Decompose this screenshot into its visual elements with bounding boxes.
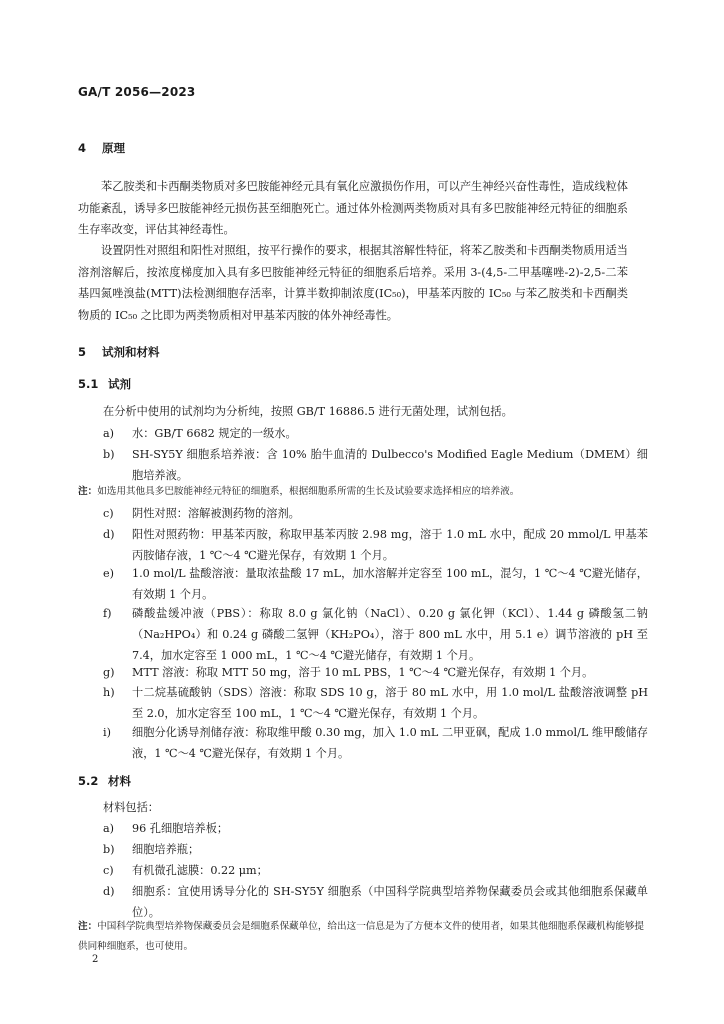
item-label: b) xyxy=(103,843,115,856)
materials-intro: 材料包括： xyxy=(103,801,159,814)
section-title: 试剂 xyxy=(108,377,131,391)
item-text: 1.0 mol/L 盐酸溶液：量取浓盐酸 17 mL，加水溶解并定容至 100 mL，混匀，1 ℃～4 ℃避光储存，有效期 1 个月。 xyxy=(132,567,648,601)
section-number: 5.1 xyxy=(78,377,99,391)
item-label: i) xyxy=(103,726,111,739)
standard-id: GA/T 2056—2023 xyxy=(78,85,196,99)
item-text: MTT 溶液：称取 MTT 50 mg，溶于 10 mL PBS，1 ℃～4 ℃避光保存，有效期 1 个月。 xyxy=(132,666,594,679)
item-label: e) xyxy=(103,567,114,580)
item-label: a) xyxy=(103,822,115,835)
item-text: 水：GB/T 6682 规定的一级水。 xyxy=(132,427,297,440)
item-text: 96 孔细胞培养板； xyxy=(132,822,229,835)
section-number: 4 xyxy=(78,141,87,155)
item-label: b) xyxy=(103,448,115,461)
section-5-heading xyxy=(78,344,160,360)
section-number: 5.2 xyxy=(78,774,99,788)
section-number: 5 xyxy=(78,345,87,359)
section-5-1-heading xyxy=(78,376,131,392)
item-label: f) xyxy=(103,607,112,620)
section-5-2-heading xyxy=(78,773,131,789)
item-text: 阳性对照药物：甲基苯丙胺，称取甲基苯丙胺 2.98 mg，溶于 1.0 mL 水中，配成 20 mmol/L 甲基苯丙胺储存液，1 ℃～4 ℃避光保存，有效期 1 个月。 xyxy=(132,528,648,562)
item-text: 细胞系：宜使用诱导分化的 SH-SY5Y 细胞系（中国科学院典型培养物保藏委员会或其他细胞系保藏单位）。 xyxy=(132,885,648,919)
reagents-intro: 在分析中使用的试剂均为分析纯，按照 GB/T 16886.5 进行无菌处理，试剂包括。 xyxy=(103,405,513,418)
item-text: 有机微孔滤膜：0.22 μm； xyxy=(132,864,268,877)
section-4-heading xyxy=(78,140,125,156)
section-title: 原理 xyxy=(102,141,125,155)
item-text: SH-SY5Y 细胞系培养液：含 10% 胎牛血清的 Dulbecco's Modified Eagle Medium（DMEM）细胞培养液。 xyxy=(132,448,648,482)
item-label: d) xyxy=(103,885,115,898)
item-label: c) xyxy=(103,864,114,877)
item-label: d) xyxy=(103,528,115,541)
section-4-paragraph-2: 设置阴性对照组和阳性对照组，按平行操作的要求，根据其溶解性特征，将苯乙胺类和卡西酮类物质用适当溶剂溶解后，按浓度梯度加入具有多巴胺能神经元特征的细胞系后培养。采用 3-(4,5-二甲基噻唑-2)-2,5-二苯基四氮唑溴盐(MTT)法检测细胞存活率，计算半数抑制浓度(IC₅₀)，甲基苯丙胺的 IC₅₀ 与苯乙胺类和卡西酮类物质的 IC₅₀ 之比即为两类物质相对甲基苯丙胺的体外神经毒性。 xyxy=(78,244,628,322)
section-title: 材料 xyxy=(108,774,131,788)
note-label: 注： xyxy=(78,486,98,497)
item-text: 细胞培养瓶； xyxy=(132,843,200,856)
note-label: 注： xyxy=(78,921,98,932)
materials-note xyxy=(78,917,648,957)
item-label: c) xyxy=(103,507,114,520)
item-text: 磷酸盐缓冲液（PBS）：称取 8.0 g 氯化钠（NaCl）、0.20 g 氯化钾（KCl）、1.44 g 磷酸氢二钠（Na₂HPO₄）和 0.24 g 磷酸二氢钾（KH₂PO₄），溶于 800 mL 水中，用 5.1 e）调节溶液的 pH 至 7.4，加水定容至 1 000 mL，1 ℃～4 ℃避光储存，有效期 1 个月。 xyxy=(132,607,648,662)
item-text: 细胞分化诱导剂储存液：称取维甲酸 0.30 mg，加入 1.0 mL 二甲亚砜，配成 1.0 mmol/L 维甲酸储存液，1 ℃～4 ℃避光保存，有效期 1 个月。 xyxy=(132,726,648,760)
note-text: 中国科学院典型培养物保藏委员会是细胞系保藏单位，给出这一信息是为了方便本文件的使用者，如果其他细胞系保藏机构能够提供同种细胞系，也可使用。 xyxy=(78,921,645,952)
item-label: a) xyxy=(103,427,115,440)
section-title: 试剂和材料 xyxy=(102,345,160,359)
reagents-note xyxy=(78,482,648,502)
item-text: 十二烷基硫酸钠（SDS）溶液：称取 SDS 10 g，溶于 80 mL 水中，用 1.0 mol/L 盐酸溶液调整 pH 至 2.0，加水定容至 100 mL，1 ℃～4 ℃避光保存，有效期 1 个月。 xyxy=(132,686,648,720)
item-label: h) xyxy=(103,686,115,699)
page-number: 2 xyxy=(92,954,99,965)
item-text: 阴性对照：溶解被测药物的溶剂。 xyxy=(132,507,300,520)
item-label: g) xyxy=(103,666,115,679)
note-text: 如选用其他具多巴胺能神经元特征的细胞系，根据细胞系所需的生长及试验要求选择相应的培养液。 xyxy=(97,486,520,497)
section-4-paragraph-1: 苯乙胺类和卡西酮类物质对多巴胺能神经元具有氧化应激损伤作用，可以产生神经兴奋性毒性，造成线粒体功能紊乱，诱导多巴胺能神经元损伤甚至细胞死亡。通过体外检测两类物质对具有多巴胺能神经元特征的细胞系生存率改变，评估其神经毒性。 xyxy=(78,180,628,236)
